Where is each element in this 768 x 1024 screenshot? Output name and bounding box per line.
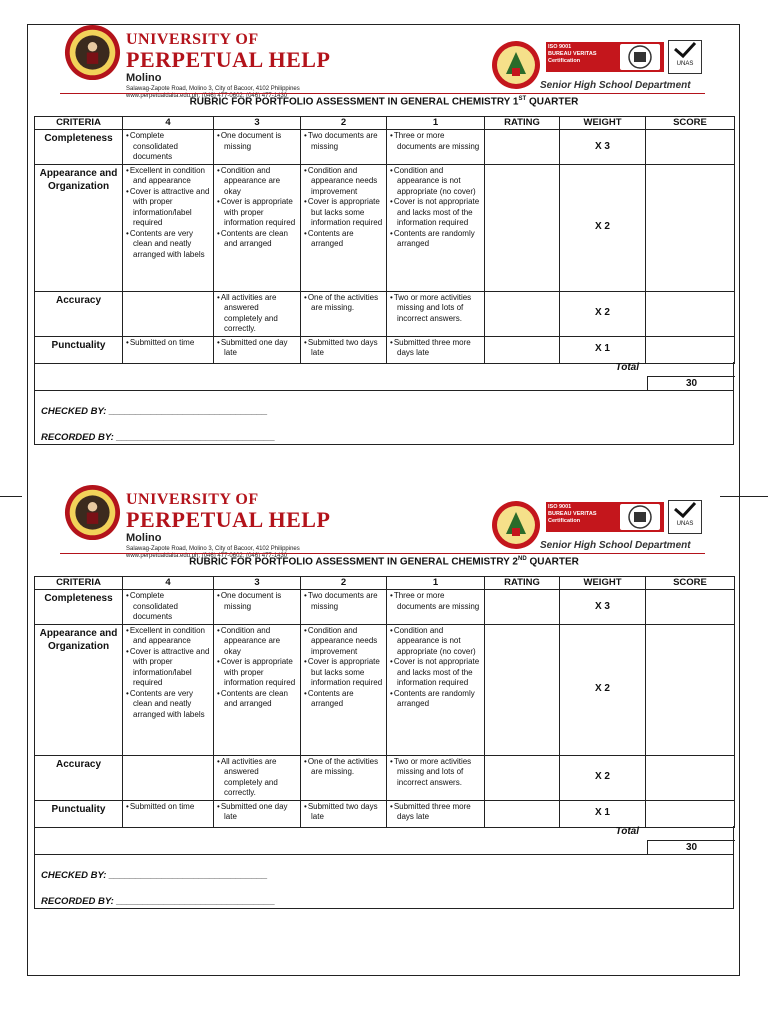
school-contact: www.perpetualdalta.edu.ph; (046) 477-0602; (046) 477-1430 — [126, 93, 288, 99]
university-name-line1: UNIVERSITY OF — [126, 31, 259, 48]
level-3-cell — [214, 336, 301, 363]
bv-logo-icon — [620, 44, 660, 70]
table-header-row — [35, 577, 735, 590]
level-4-cell — [123, 291, 214, 336]
total-label: Total — [615, 826, 639, 837]
criterion-descriptor: • Condition and appearance is not appropriate (no cover) — [389, 626, 482, 658]
level-4-cell — [123, 755, 214, 800]
rating-cell[interactable] — [485, 800, 560, 827]
criterion-descriptor: • One document is missing — [216, 131, 298, 152]
criterion-descriptor: • Submitted two days late — [303, 802, 384, 823]
column-header: WEIGHT — [560, 577, 646, 590]
criteria-cell: Punctuality — [35, 336, 123, 363]
criterion-descriptor: • Complete consolidated documents — [125, 131, 211, 163]
criterion-descriptor: • Two or more activities missing and lots of incorrect answers. — [389, 757, 482, 789]
criterion-descriptor: • Contents are very clean and neatly arranged with labels — [125, 689, 211, 721]
level-2-cell — [301, 624, 387, 755]
level-3-cell — [214, 755, 301, 800]
university-seal-icon — [64, 484, 121, 541]
unas-text: UNAS — [676, 61, 694, 67]
level-1-cell — [387, 755, 485, 800]
criterion-descriptor: • Submitted one day late — [216, 338, 298, 359]
level-4-cell — [123, 624, 214, 755]
title-text: RUBRIC FOR PORTFOLIO ASSESSMENT IN GENERAL CHEMISTRY 2 — [189, 556, 518, 568]
score-cell[interactable] — [646, 590, 735, 625]
criterion-descriptor: • Cover is appropriate with proper information required — [216, 197, 298, 229]
criteria-cell: Completeness — [35, 590, 123, 625]
criterion-descriptor: • Excellent in condition and appearance — [125, 626, 211, 647]
level-3-cell — [214, 590, 301, 625]
level-4-cell — [123, 164, 214, 291]
level-4-cell — [123, 590, 214, 625]
criterion-descriptor: • Cover is appropriate with proper information required — [216, 657, 298, 689]
level-1-cell — [387, 590, 485, 625]
rating-cell[interactable] — [485, 130, 560, 165]
rating-cell[interactable] — [485, 336, 560, 363]
level-2-cell — [301, 291, 387, 336]
check-mark-icon — [671, 41, 699, 59]
column-header: 3 — [214, 577, 301, 590]
level-2-cell — [301, 800, 387, 827]
criterion-descriptor: • Contents are arranged — [303, 689, 384, 710]
university-name-line1: UNIVERSITY OF — [126, 491, 259, 508]
column-header: 1 — [387, 577, 485, 590]
university-name-line2: PERPETUAL HELP — [126, 507, 331, 532]
unas-text: UNAS — [676, 521, 694, 527]
bv-text: BUREAU VERITAS — [548, 511, 597, 518]
rating-cell[interactable] — [485, 291, 560, 336]
score-cell[interactable] — [646, 624, 735, 755]
school-seal-icon — [491, 40, 541, 90]
level-1-cell — [387, 164, 485, 291]
criterion-descriptor: • Contents are randomly arranged — [389, 229, 482, 250]
column-header: 4 — [123, 577, 214, 590]
criterion-descriptor: • Cover is not appropriate and lacks most of the information required — [389, 197, 482, 229]
criterion-descriptor: • Cover is attractive and with proper information/label required — [125, 647, 211, 689]
criterion-descriptor: • Cover is attractive and with proper information/label required — [125, 187, 211, 229]
column-header: WEIGHT — [560, 117, 646, 130]
score-cell[interactable] — [646, 130, 735, 165]
criterion-descriptor: • Submitted on time — [125, 338, 211, 349]
level-4-cell — [123, 130, 214, 165]
level-2-cell — [301, 336, 387, 363]
criteria-cell: Appearance and Organization — [35, 624, 123, 755]
column-header: RATING — [485, 117, 560, 130]
criterion-descriptor: • Condition and appearance needs improvement — [303, 626, 384, 658]
column-header: SCORE — [646, 117, 735, 130]
table-row — [35, 624, 735, 755]
criterion-descriptor: • One of the activities are missing. — [303, 757, 384, 778]
rating-cell[interactable] — [485, 590, 560, 625]
checked-by-field[interactable]: CHECKED BY: ______________________________ — [41, 870, 268, 881]
criterion-descriptor: • Submitted three more days late — [389, 338, 482, 359]
bv-text: BUREAU VERITAS — [548, 51, 597, 58]
cut-line-left — [0, 496, 22, 497]
weight-cell: X 1 — [560, 336, 646, 363]
iso-text: ISO 9001 — [548, 44, 572, 50]
table-row — [35, 800, 735, 827]
criterion-descriptor: • Two or more activities missing and lots of incorrect answers. — [389, 293, 482, 325]
table-row — [35, 164, 735, 291]
criterion-descriptor: • Excellent in condition and appearance — [125, 166, 211, 187]
level-1-cell — [387, 130, 485, 165]
weight-cell: X 2 — [560, 164, 646, 291]
criterion-descriptor: • Three or more documents are missing — [389, 131, 482, 152]
criterion-descriptor: • Contents are clean and arranged — [216, 689, 298, 710]
criteria-cell: Accuracy — [35, 291, 123, 336]
level-1-cell — [387, 624, 485, 755]
criterion-descriptor: • Cover is appropriate but lacks some information required — [303, 657, 384, 689]
column-header: 4 — [123, 117, 214, 130]
criterion-descriptor: • Submitted two days late — [303, 338, 384, 359]
total-value: 30 — [647, 376, 735, 391]
criterion-descriptor: • Contents are clean and arranged — [216, 229, 298, 250]
column-header: SCORE — [646, 577, 735, 590]
rubric-block — [34, 460, 734, 907]
level-3-cell — [214, 624, 301, 755]
table-row — [35, 336, 735, 363]
score-cell[interactable] — [646, 755, 735, 800]
score-cell[interactable] — [646, 291, 735, 336]
school-seal-icon — [491, 500, 541, 550]
criterion-descriptor: • Contents are arranged — [303, 229, 384, 250]
bureau-veritas-badge — [546, 502, 664, 532]
school-address: Salawag-Zapote Road, Molino 3, City of Bacoor, 4102 Philippines — [126, 86, 300, 92]
criterion-descriptor: • Two documents are missing — [303, 131, 384, 152]
criteria-cell: Appearance and Organization — [35, 164, 123, 291]
column-header: 1 — [387, 117, 485, 130]
criteria-cell: Completeness — [35, 130, 123, 165]
total-label: Total — [615, 362, 639, 373]
rubric-title — [34, 556, 734, 567]
signature-section — [34, 855, 734, 909]
rubric-table — [34, 116, 735, 364]
rubric-table — [34, 576, 735, 828]
criterion-descriptor: • Cover is not appropriate and lacks most of the information required — [389, 657, 482, 689]
criterion-descriptor: • All activities are answered completely and correctly. — [216, 293, 298, 335]
total-row — [34, 826, 734, 855]
title-quarter: QUARTER — [526, 96, 579, 108]
department-name: Senior High School Department — [540, 540, 691, 551]
level-3-cell — [214, 164, 301, 291]
criterion-descriptor: • Contents are very clean and neatly arranged with labels — [125, 229, 211, 261]
signature-section — [34, 391, 734, 445]
recorded-by-field[interactable]: RECORDED BY: ______________________________ — [41, 896, 275, 907]
header-divider — [60, 93, 705, 94]
check-mark-icon — [671, 501, 699, 519]
bv-sub: Certification — [548, 518, 581, 525]
criteria-cell: Punctuality — [35, 800, 123, 827]
level-2-cell — [301, 755, 387, 800]
criterion-descriptor: • Condition and appearance needs improvement — [303, 166, 384, 198]
column-header: CRITERIA — [35, 117, 123, 130]
column-header: 2 — [301, 117, 387, 130]
weight-cell: X 1 — [560, 800, 646, 827]
school-address: Salawag-Zapote Road, Molino 3, City of Bacoor, 4102 Philippines — [126, 546, 300, 552]
level-3-cell — [214, 130, 301, 165]
table-row — [35, 291, 735, 336]
table-header-row — [35, 117, 735, 130]
level-1-cell — [387, 291, 485, 336]
score-cell[interactable] — [646, 164, 735, 291]
column-header: 3 — [214, 117, 301, 130]
rating-cell[interactable] — [485, 755, 560, 800]
criterion-descriptor: • One document is missing — [216, 591, 298, 612]
header-divider — [60, 553, 705, 554]
criterion-descriptor: • Complete consolidated documents — [125, 591, 211, 623]
criterion-descriptor: • Three or more documents are missing — [389, 591, 482, 612]
weight-cell: X 3 — [560, 130, 646, 165]
rating-cell[interactable] — [485, 624, 560, 755]
criterion-descriptor: • Contents are randomly arranged — [389, 689, 482, 710]
rubric-title — [34, 96, 734, 107]
title-quarter: QUARTER — [526, 556, 579, 568]
iso-text: ISO 9001 — [548, 504, 572, 510]
level-1-cell — [387, 336, 485, 363]
school-contact: www.perpetualdalta.edu.ph; (046) 477-0602; (046) 477-1430 — [126, 553, 288, 559]
weight-cell: X 3 — [560, 590, 646, 625]
unas-badge — [668, 40, 702, 74]
level-2-cell — [301, 130, 387, 165]
score-cell[interactable] — [646, 336, 735, 363]
campus-name: Molino — [126, 532, 162, 544]
column-header: CRITERIA — [35, 577, 123, 590]
total-row — [34, 362, 734, 391]
university-seal-icon — [64, 24, 121, 81]
level-2-cell — [301, 590, 387, 625]
level-4-cell — [123, 336, 214, 363]
criterion-descriptor: • One of the activities are missing. — [303, 293, 384, 314]
criterion-descriptor: • Condition and appearance are okay — [216, 626, 298, 658]
criteria-cell: Accuracy — [35, 755, 123, 800]
criterion-descriptor: • Condition and appearance are okay — [216, 166, 298, 198]
column-header: RATING — [485, 577, 560, 590]
bureau-veritas-badge — [546, 42, 664, 72]
rubric-block — [34, 0, 734, 443]
criterion-descriptor: • Cover is appropriate but lacks some information required — [303, 197, 384, 229]
criterion-descriptor: • Submitted on time — [125, 802, 211, 813]
level-1-cell — [387, 800, 485, 827]
weight-cell: X 2 — [560, 624, 646, 755]
criterion-descriptor: • Two documents are missing — [303, 591, 384, 612]
score-cell[interactable] — [646, 800, 735, 827]
title-ordinal: ST — [518, 96, 527, 102]
criterion-descriptor: • All activities are answered completely and correctly. — [216, 757, 298, 799]
rating-cell[interactable] — [485, 164, 560, 291]
level-3-cell — [214, 800, 301, 827]
criterion-descriptor: • Submitted three more days late — [389, 802, 482, 823]
unas-badge — [668, 500, 702, 534]
weight-cell: X 2 — [560, 755, 646, 800]
recorded-by-field[interactable]: RECORDED BY: ______________________________ — [41, 432, 275, 443]
checked-by-field[interactable]: CHECKED BY: ______________________________ — [41, 406, 268, 417]
criterion-descriptor: • Condition and appearance is not appropriate (no cover) — [389, 166, 482, 198]
table-row — [35, 130, 735, 165]
level-3-cell — [214, 291, 301, 336]
weight-cell: X 2 — [560, 291, 646, 336]
university-name-line2: PERPETUAL HELP — [126, 47, 331, 72]
title-text: RUBRIC FOR PORTFOLIO ASSESSMENT IN GENERAL CHEMISTRY 1 — [189, 96, 519, 108]
total-value: 30 — [647, 840, 735, 855]
department-name: Senior High School Department — [540, 80, 691, 91]
table-row — [35, 590, 735, 625]
bv-sub: Certification — [548, 58, 581, 65]
level-4-cell — [123, 800, 214, 827]
criterion-descriptor: • Submitted one day late — [216, 802, 298, 823]
campus-name: Molino — [126, 72, 162, 84]
title-ordinal: ND — [518, 556, 527, 562]
level-2-cell — [301, 164, 387, 291]
bv-logo-icon — [620, 504, 660, 530]
column-header: 2 — [301, 577, 387, 590]
table-row — [35, 755, 735, 800]
